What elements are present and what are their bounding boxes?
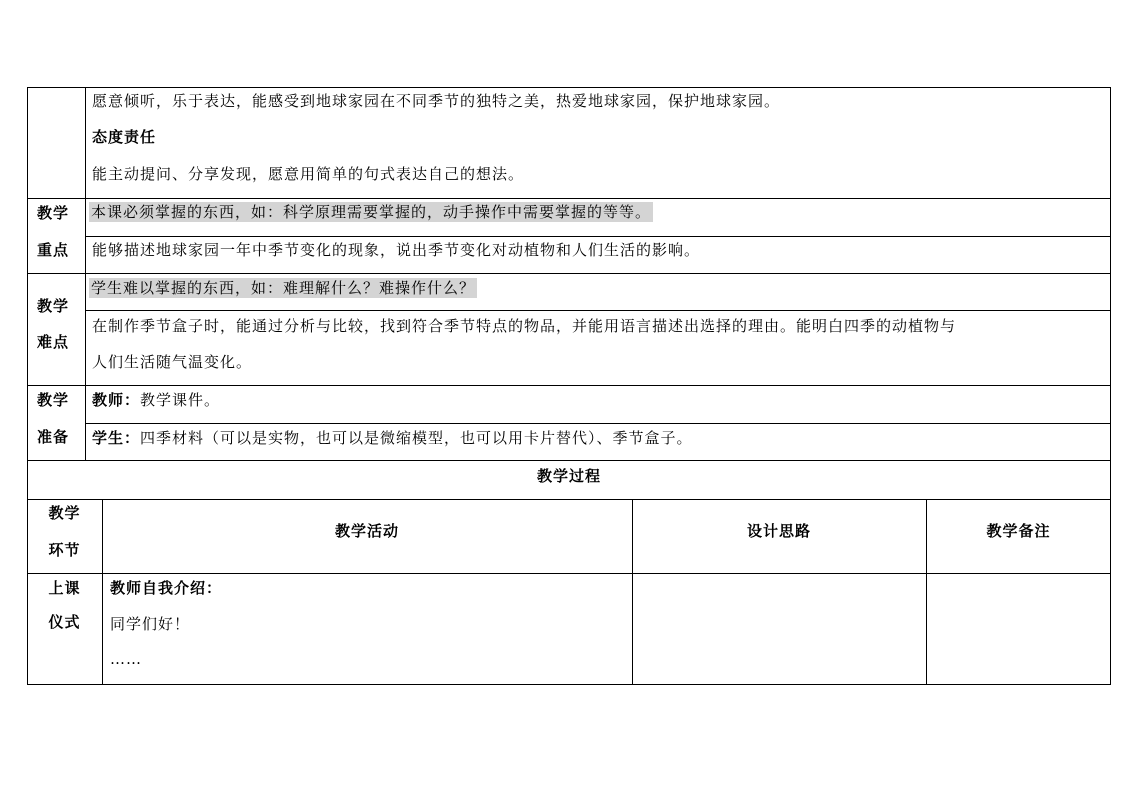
column-divider xyxy=(85,87,86,460)
row-divider xyxy=(27,573,1111,574)
stage-header: 教学 xyxy=(48,504,81,522)
teacher-prep-text: 教学课件。 xyxy=(140,391,221,409)
activity-title: 教师自我介绍： xyxy=(110,579,223,597)
activity-line: 同学们好！ xyxy=(110,615,191,633)
goals-line: 愿意倾听，乐于表达，能感受到地球家园在不同季节的独特之美，热爱地球家园，保护地球家园。 xyxy=(92,92,781,110)
stage-cell: 上课 xyxy=(48,579,81,597)
stage-header: 环节 xyxy=(48,541,81,559)
preparation-label: 教学 xyxy=(37,391,70,409)
difficulties-label: 教学 xyxy=(37,297,70,315)
stage-cell: 仪式 xyxy=(48,613,81,631)
difficulties-label: 难点 xyxy=(37,333,70,351)
notes-header: 教学备注 xyxy=(986,522,1051,540)
row-divider xyxy=(85,310,1111,311)
row-divider xyxy=(27,273,1111,274)
student-prep xyxy=(92,428,693,448)
difficulties-content: 人们生活随气温变化。 xyxy=(92,353,253,371)
row-divider xyxy=(27,385,1111,386)
row-divider xyxy=(27,198,1111,199)
student-prep-label: 学生： xyxy=(92,429,141,447)
activity-header: 教学活动 xyxy=(334,522,399,540)
row-divider xyxy=(85,236,1111,237)
row-divider xyxy=(27,460,1111,461)
difficulties-hint: 学生难以掌握的东西，如：难理解什么？难操作什么？ xyxy=(91,279,476,297)
process-title: 教学过程 xyxy=(536,467,601,485)
teacher-prep xyxy=(92,390,220,410)
key-points-label: 教学 xyxy=(37,204,70,222)
row-divider xyxy=(27,499,1111,500)
key-points-label: 重点 xyxy=(37,241,70,259)
row-divider xyxy=(85,423,1111,424)
student-prep-text: 四季材料（可以是实物，也可以是微缩模型，也可以用卡片替代）、季节盒子。 xyxy=(140,429,693,447)
attitude-title: 态度责任 xyxy=(92,128,157,146)
activity-line: …… xyxy=(110,650,142,668)
design-header: 设计思路 xyxy=(746,522,811,540)
key-points-content: 能够描述地球家园一年中季节变化的现象，说出季节变化对动植物和人们生活的影响。 xyxy=(92,241,701,259)
key-points-hint: 本课必须掌握的东西，如：科学原理需要掌握的，动手操作中需要掌握的等等。 xyxy=(91,203,652,221)
attitude-text: 能主动提问、分享发现，愿意用简单的句式表达自己的想法。 xyxy=(92,165,525,183)
difficulties-content: 在制作季节盒子时，能通过分析与比较，找到符合季节特点的物品，并能用语言描述出选择的理由。能明白四季的动植物与 xyxy=(92,317,957,335)
preparation-label: 准备 xyxy=(37,428,70,446)
teacher-prep-label: 教师： xyxy=(92,391,141,409)
